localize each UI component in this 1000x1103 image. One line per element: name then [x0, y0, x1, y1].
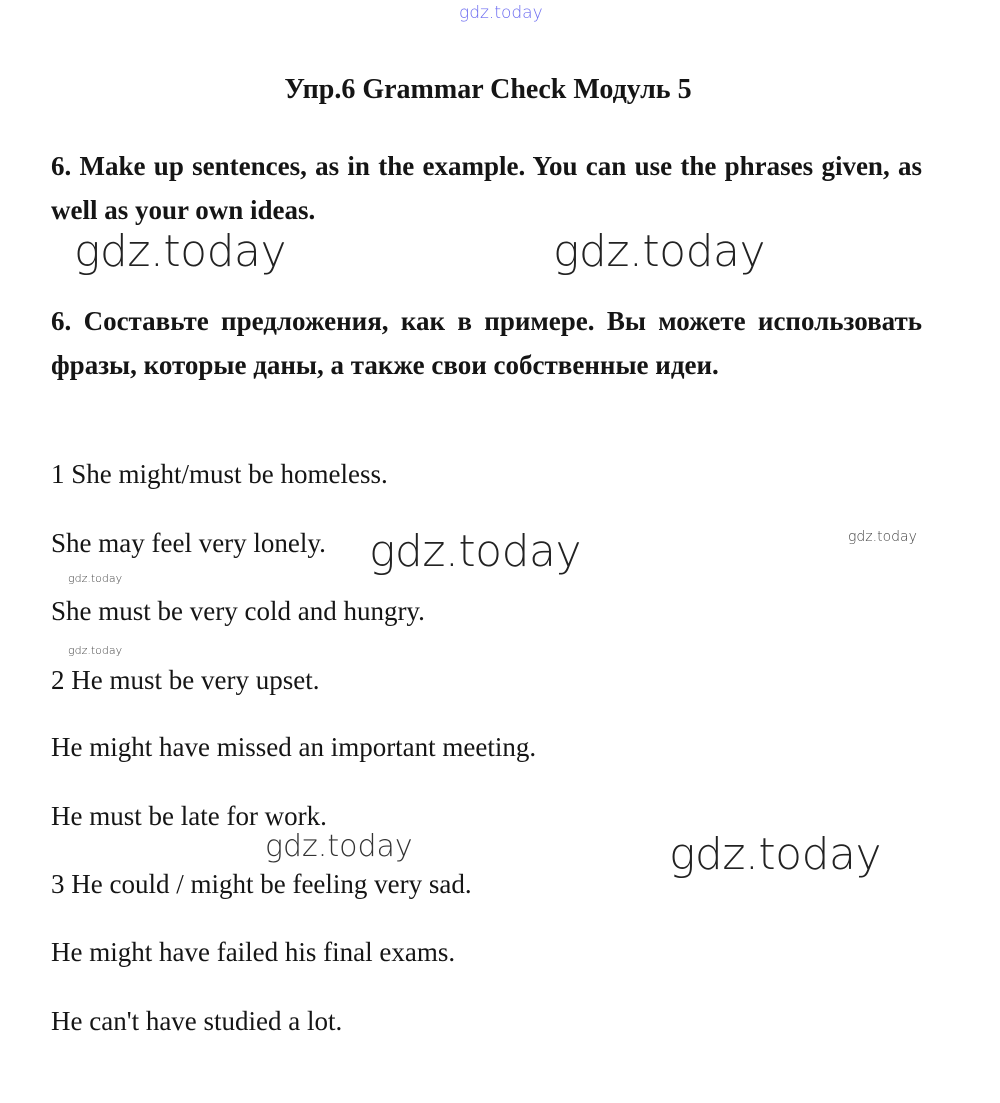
answer-line-2: She may feel very lonely. [51, 528, 326, 558]
answer-line-1: 1 She might/must be homeless. [51, 459, 388, 489]
watermark-top: gdz.today [459, 3, 543, 23]
answer-line-5: He might have missed an important meeting. [51, 732, 537, 762]
answer-line-3: She must be very cold and hungry. [51, 596, 425, 626]
watermark-bottom-right: gdz.today [669, 829, 882, 880]
watermark-small-right: gdz.today [848, 529, 917, 545]
watermark-medium-center: gdz.today [265, 829, 413, 864]
watermark-tiny-1: gdz.today [68, 572, 123, 585]
answer-line-9: He can't have studied a lot. [51, 1006, 343, 1036]
answer-line-6: He must be late for work. [51, 801, 327, 831]
watermark-tiny-2: gdz.today [68, 644, 123, 657]
answer-line-4: 2 He must be very upset. [51, 665, 320, 695]
task-russian: 6. Составьте предложения, как в примере. Вы можете использовать фразы, которые даны, а также свои собственные идеи. [51, 306, 922, 380]
answer-line-8: He might have failed his final exams. [51, 937, 456, 967]
watermark-right: gdz.today [553, 226, 766, 277]
task-english: 6. Make up sentences, as in the example. You can use the phrases given, as well as your own ideas. [51, 151, 922, 225]
page-title: Упр.6 Grammar Check Модуль 5 [284, 74, 692, 105]
answer-line-7: 3 He could / might be feeling very sad. [51, 869, 472, 899]
watermark-left: gdz.today [74, 226, 287, 277]
watermark-middle: gdz.today [369, 526, 582, 577]
